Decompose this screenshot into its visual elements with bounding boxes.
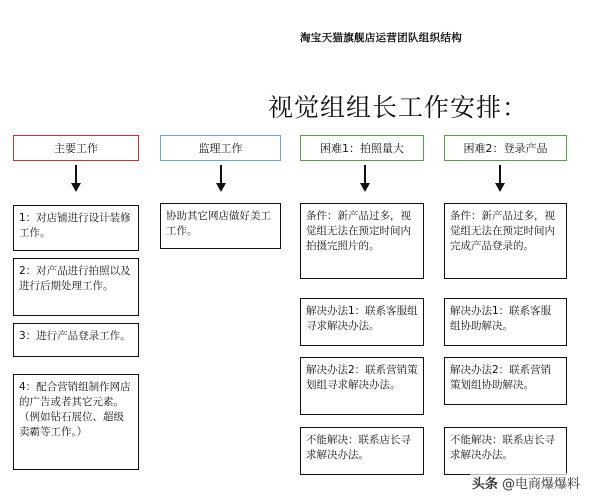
main-work-item-3: 3：进行产品登录工作。 xyxy=(13,323,139,357)
org-structure-title: 淘宝天猫旗舰店运营团队组织结构 xyxy=(300,32,462,44)
main-work-item-2: 2：对产品进行拍照以及进行后期处理工作。 xyxy=(13,258,139,316)
arrow-down-icon xyxy=(70,165,82,193)
difficulty-2-solution-1: 解决办法1：联系客服组协助解决。 xyxy=(444,298,567,346)
difficulty-1-solution-1: 解决办法1：联系客服组寻求解决办法。 xyxy=(300,298,424,346)
difficulty-2-condition: 条件：新产品过多，视觉组无法在预定时间内完成产品登录的。 xyxy=(444,203,567,279)
page-title: 视觉组组长工作安排： xyxy=(268,93,529,122)
header-difficulty-2: 困难2：登录产品 xyxy=(444,135,567,161)
watermark xyxy=(470,473,582,492)
watermark-text: @电商爆爆料 xyxy=(501,477,580,492)
main-work-item-1: 1：对店铺进行设计装修工作。 xyxy=(13,205,139,251)
arrow-down-icon xyxy=(494,165,506,193)
difficulty-2-unresolved: 不能解决：联系店长寻求解决办法。 xyxy=(444,427,567,475)
arrow-down-icon xyxy=(359,165,371,193)
arrow-down-icon xyxy=(215,165,227,193)
difficulty-1-unresolved: 不能解决：联系店长寻求解决办法。 xyxy=(300,427,424,475)
header-supervision: 监理工作 xyxy=(160,135,281,161)
difficulty-1-solution-2: 解决办法2：联系营销策划组寻求解决办法。 xyxy=(300,357,424,415)
difficulty-2-solution-2: 解决办法2：联系营销策划组协助解决。 xyxy=(444,357,567,405)
header-main-work: 主要工作 xyxy=(13,135,139,161)
header-difficulty-1: 困难1：拍照量大 xyxy=(300,135,424,161)
supervision-item-1: 协助其它网店做好美工工作。 xyxy=(160,203,281,249)
main-work-item-4: 4：配合营销组制作网店的广告或者其它元素。（例如钻石展位、超级卖霸等工作。） xyxy=(13,374,139,470)
difficulty-1-condition: 条件：新产品过多，视觉组无法在预定时间内拍摄完照片的。 xyxy=(300,203,424,279)
watermark-logo: 头条 xyxy=(471,477,498,492)
